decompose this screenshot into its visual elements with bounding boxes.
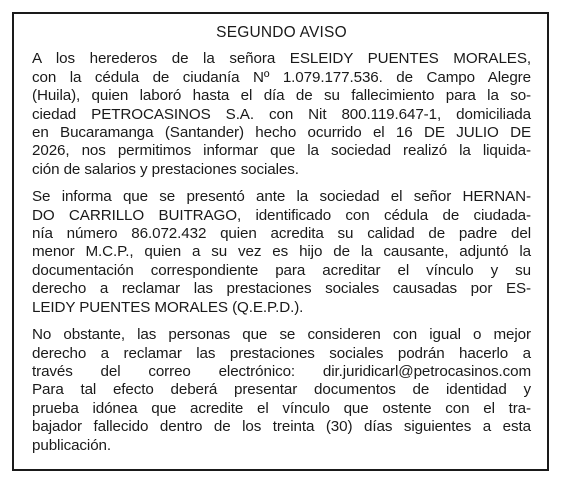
text-line: en Bucaramanga (Santander) hecho ocurrido el 16 DE JULIO DE [32, 124, 531, 142]
text-line: A los herederos de la señora ESLEIDY PUENTES MORALES, [32, 50, 531, 68]
text-line: Para tal efecto deberá presentar documentos de identidad y [32, 381, 531, 399]
paragraph-heirs [32, 50, 531, 179]
notice-frame [12, 12, 549, 471]
text-line: ción de salarios y prestaciones sociales. [32, 160, 299, 178]
text-line: derecho a reclamar las prestaciones sociales podrán hacerlo a [32, 344, 531, 362]
paragraph-other-claimants [32, 326, 531, 455]
notice-title: SEGUNDO AVISO [216, 24, 347, 41]
text-line: con la cédula de ciudanía Nº 1.079.177.536. de Campo Alegre [32, 68, 531, 86]
text-line: No obstante, las personas que se consideren con igual o mejor [32, 326, 531, 344]
text-line: derecho a reclamar las prestaciones sociales causadas por ES- [32, 280, 531, 298]
text-line: nía número 86.072.432 quien acredita su calidad de padre del [32, 225, 531, 243]
text-line: (Huila), quien laboró hasta el día de su fallecimiento para la so- [32, 87, 531, 105]
text-line: DO CARRILLO BUITRAGO, identificado con cédula de ciudada- [32, 206, 531, 224]
text-line: prueba idónea que acredite el vínculo que ostente con el tra- [32, 399, 531, 417]
text-line: 2026, nos permitimos informar que la sociedad realizó la liquida- [32, 142, 531, 160]
text-line: LEIDY PUENTES MORALES (Q.E.P.D.). [32, 298, 304, 316]
text-line: través del correo electrónico: dir.juridicarl@petrocasinos.com [32, 362, 531, 380]
text-line: bajador fallecido dentro de los treinta (30) días siguientes a esta [32, 418, 531, 436]
text-line: menor M.C.P., quien a su vez es hijo de la causante, adjuntó la [32, 243, 531, 261]
paragraph-claimant [32, 188, 531, 317]
text-line: Se informa que se presentó ante la sociedad el señor HERNAN- [32, 188, 531, 206]
text-line: ciedad PETROCASINOS S.A. con Nit 800.119.647-1, domiciliada [32, 105, 531, 123]
text-line: publicación. [32, 436, 112, 454]
notice-body [32, 24, 531, 464]
text-line: documentación correspondiente para acreditar el vínculo y su [32, 261, 531, 279]
